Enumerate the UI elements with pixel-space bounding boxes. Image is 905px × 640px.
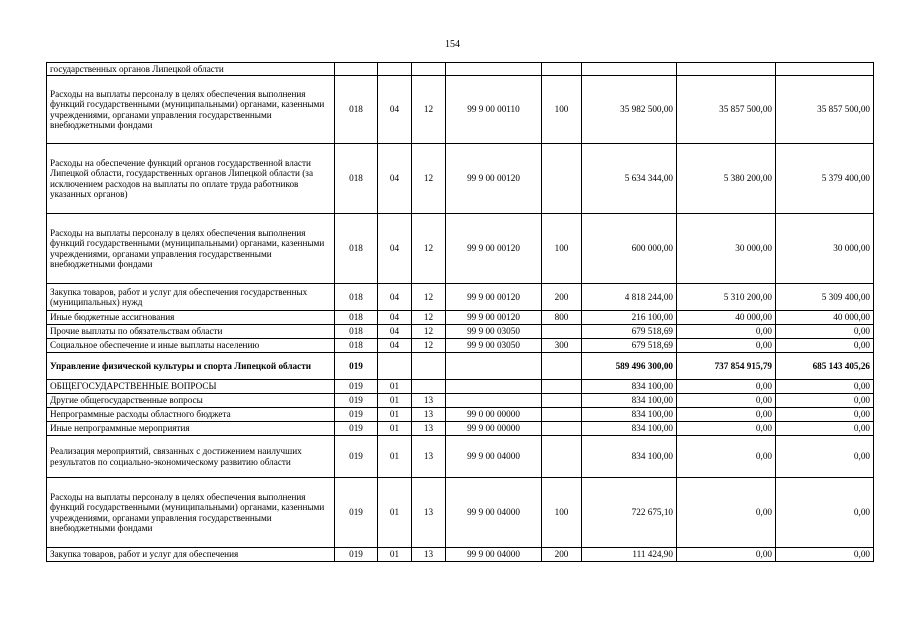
amount-year1-cell: 589 496 300,00	[582, 353, 677, 380]
target-article-cell: 99 9 00 00110	[446, 76, 542, 144]
expense-type-cell: 100	[542, 478, 582, 548]
row-name-cell: Прочие выплаты по обязательствам области	[47, 325, 335, 339]
admin-code-cell: 019	[335, 408, 378, 422]
row-name-cell: Непрограммные расходы областного бюджета	[47, 408, 335, 422]
amount-year3-cell: 0,00	[776, 380, 874, 394]
expense-type-cell	[542, 144, 582, 214]
expense-type-cell	[542, 380, 582, 394]
amount-year1-cell: 834 100,00	[582, 408, 677, 422]
amount-year1-cell: 679 518,69	[582, 325, 677, 339]
table-row	[47, 284, 874, 311]
admin-code-cell: 019	[335, 436, 378, 478]
amount-year2-cell: 0,00	[677, 394, 776, 408]
amount-year1-cell	[582, 63, 677, 76]
table-row	[47, 380, 874, 394]
target-article-cell: 99 9 00 00120	[446, 284, 542, 311]
admin-code-cell: 018	[335, 144, 378, 214]
row-name-cell: Расходы на выплаты персоналу в целях обеспечения выполнения функций государственными (муниципальными) органами, казенными учреждениями, органами управления государственными внебюджетными фондами	[47, 214, 335, 284]
target-article-cell: 99 0 00 00000	[446, 408, 542, 422]
budget-table	[46, 62, 874, 562]
target-article-cell: 99 9 00 04000	[446, 548, 542, 562]
amount-year2-cell: 0,00	[677, 380, 776, 394]
page-number: 154	[445, 39, 460, 50]
section-code-cell: 04	[378, 76, 412, 144]
target-article-cell	[446, 63, 542, 76]
amount-year2-cell: 5 310 200,00	[677, 284, 776, 311]
table-row	[47, 548, 874, 562]
row-name-cell: ОБЩЕГОСУДАРСТВЕННЫЕ ВОПРОСЫ	[47, 380, 335, 394]
section-code-cell: 01	[378, 422, 412, 436]
target-article-cell: 99 9 00 00120	[446, 214, 542, 284]
amount-year3-cell: 5 379 400,00	[776, 144, 874, 214]
row-name-cell: Реализация мероприятий, связанных с достижением наилучших результатов по социально-экономическому развитию области	[47, 436, 335, 478]
expense-type-cell	[542, 408, 582, 422]
section-code-cell: 01	[378, 380, 412, 394]
section-code-cell: 01	[378, 436, 412, 478]
amount-year2-cell: 0,00	[677, 436, 776, 478]
table-row	[47, 63, 874, 76]
row-name-cell: Расходы на выплаты персоналу в целях обеспечения выполнения функций государственными (муниципальными) органами, казенными учреждениями, органами управления государственными внебюджетными фондами	[47, 76, 335, 144]
amount-year3-cell: 30 000,00	[776, 214, 874, 284]
amount-year3-cell: 0,00	[776, 325, 874, 339]
table-row	[47, 325, 874, 339]
expense-type-cell: 100	[542, 214, 582, 284]
expense-type-cell	[542, 353, 582, 380]
expense-type-cell	[542, 436, 582, 478]
row-name-cell: Закупка товаров, работ и услуг для обеспечения	[47, 548, 335, 562]
table-row	[47, 478, 874, 548]
amount-year1-cell: 834 100,00	[582, 380, 677, 394]
subsection-code-cell	[412, 380, 446, 394]
amount-year1-cell: 5 634 344,00	[582, 144, 677, 214]
amount-year3-cell: 0,00	[776, 422, 874, 436]
subsection-code-cell: 12	[412, 311, 446, 325]
target-article-cell	[446, 394, 542, 408]
admin-code-cell: 019	[335, 394, 378, 408]
admin-code-cell: 019	[335, 548, 378, 562]
amount-year3-cell: 0,00	[776, 339, 874, 353]
subsection-code-cell: 13	[412, 436, 446, 478]
table-row	[47, 408, 874, 422]
admin-code-cell	[335, 63, 378, 76]
admin-code-cell: 018	[335, 339, 378, 353]
target-article-cell: 99 9 00 03050	[446, 339, 542, 353]
amount-year2-cell: 0,00	[677, 325, 776, 339]
target-article-cell: 99 9 00 04000	[446, 478, 542, 548]
subsection-code-cell: 13	[412, 394, 446, 408]
amount-year1-cell: 834 100,00	[582, 394, 677, 408]
target-article-cell: 99 9 00 00120	[446, 311, 542, 325]
amount-year2-cell: 30 000,00	[677, 214, 776, 284]
expense-type-cell: 200	[542, 284, 582, 311]
section-code-cell: 04	[378, 144, 412, 214]
amount-year2-cell: 0,00	[677, 408, 776, 422]
admin-code-cell: 019	[335, 478, 378, 548]
subsection-code-cell: 12	[412, 214, 446, 284]
amount-year2-cell: 737 854 915,79	[677, 353, 776, 380]
amount-year1-cell: 216 100,00	[582, 311, 677, 325]
amount-year2-cell: 0,00	[677, 422, 776, 436]
expense-type-cell	[542, 325, 582, 339]
subsection-code-cell: 12	[412, 284, 446, 311]
row-name-cell: государственных органов Липецкой области	[47, 63, 335, 76]
row-name-cell: Иные бюджетные ассигнования	[47, 311, 335, 325]
amount-year1-cell: 834 100,00	[582, 436, 677, 478]
amount-year2-cell	[677, 63, 776, 76]
amount-year1-cell: 834 100,00	[582, 422, 677, 436]
amount-year2-cell: 35 857 500,00	[677, 76, 776, 144]
expense-type-cell: 800	[542, 311, 582, 325]
amount-year1-cell: 4 818 244,00	[582, 284, 677, 311]
target-article-cell: 99 9 00 03050	[446, 325, 542, 339]
expense-type-cell: 100	[542, 76, 582, 144]
table-body	[47, 63, 874, 562]
section-code-cell: 01	[378, 478, 412, 548]
target-article-cell: 99 9 00 04000	[446, 436, 542, 478]
amount-year1-cell: 679 518,69	[582, 339, 677, 353]
table-row	[47, 394, 874, 408]
amount-year3-cell: 40 000,00	[776, 311, 874, 325]
amount-year2-cell: 0,00	[677, 548, 776, 562]
admin-code-cell: 018	[335, 76, 378, 144]
amount-year2-cell: 0,00	[677, 478, 776, 548]
admin-code-cell: 018	[335, 311, 378, 325]
table-row	[47, 353, 874, 380]
section-code-cell: 04	[378, 325, 412, 339]
expense-type-cell: 200	[542, 548, 582, 562]
admin-code-cell: 018	[335, 325, 378, 339]
expense-type-cell	[542, 422, 582, 436]
admin-code-cell: 019	[335, 353, 378, 380]
amount-year1-cell: 35 982 500,00	[582, 76, 677, 144]
row-name-cell: Иные непрограммные мероприятия	[47, 422, 335, 436]
table-row	[47, 144, 874, 214]
row-name-cell: Другие общегосударственные вопросы	[47, 394, 335, 408]
subsection-code-cell: 13	[412, 478, 446, 548]
row-name-cell: Расходы на обеспечение функций органов государственной власти Липецкой области, государственных органов Липецкой области (за исключением расходов на выплаты по оплате труда работников указанных органов)	[47, 144, 335, 214]
amount-year3-cell: 0,00	[776, 478, 874, 548]
admin-code-cell: 019	[335, 380, 378, 394]
subsection-code-cell: 12	[412, 325, 446, 339]
amount-year2-cell: 0,00	[677, 339, 776, 353]
table-row	[47, 339, 874, 353]
section-code-cell	[378, 63, 412, 76]
expense-type-cell	[542, 63, 582, 76]
section-code-cell: 01	[378, 408, 412, 422]
admin-code-cell: 018	[335, 214, 378, 284]
section-code-cell: 01	[378, 394, 412, 408]
admin-code-cell: 019	[335, 422, 378, 436]
table-row	[47, 76, 874, 144]
subsection-code-cell: 13	[412, 408, 446, 422]
table-row	[47, 311, 874, 325]
amount-year3-cell: 0,00	[776, 394, 874, 408]
subsection-code-cell: 12	[412, 76, 446, 144]
amount-year3-cell: 0,00	[776, 436, 874, 478]
amount-year3-cell: 35 857 500,00	[776, 76, 874, 144]
table-row	[47, 436, 874, 478]
target-article-cell: 99 9 00 00120	[446, 144, 542, 214]
section-code-cell: 04	[378, 214, 412, 284]
row-name-cell: Управление физической культуры и спорта Липецкой области	[47, 353, 335, 380]
admin-code-cell: 018	[335, 284, 378, 311]
target-article-cell	[446, 353, 542, 380]
section-code-cell	[378, 353, 412, 380]
section-code-cell: 04	[378, 339, 412, 353]
amount-year3-cell: 685 143 405,26	[776, 353, 874, 380]
amount-year2-cell: 5 380 200,00	[677, 144, 776, 214]
target-article-cell	[446, 380, 542, 394]
amount-year3-cell: 0,00	[776, 408, 874, 422]
target-article-cell: 99 9 00 00000	[446, 422, 542, 436]
subsection-code-cell: 12	[412, 339, 446, 353]
subsection-code-cell: 12	[412, 144, 446, 214]
row-name-cell: Расходы на выплаты персоналу в целях обеспечения выполнения функций государственными (муниципальными) органами, казенными учреждениями, органами управления государственными внебюджетными фондами	[47, 478, 335, 548]
amount-year1-cell: 600 000,00	[582, 214, 677, 284]
section-code-cell: 01	[378, 548, 412, 562]
section-code-cell: 04	[378, 284, 412, 311]
section-code-cell: 04	[378, 311, 412, 325]
amount-year3-cell: 0,00	[776, 548, 874, 562]
row-name-cell: Закупка товаров, работ и услуг для обеспечения государственных (муниципальных) нужд	[47, 284, 335, 311]
table-row	[47, 422, 874, 436]
subsection-code-cell: 13	[412, 548, 446, 562]
subsection-code-cell	[412, 63, 446, 76]
table-row	[47, 214, 874, 284]
expense-type-cell: 300	[542, 339, 582, 353]
expense-type-cell	[542, 394, 582, 408]
amount-year3-cell: 5 309 400,00	[776, 284, 874, 311]
amount-year1-cell: 111 424,90	[582, 548, 677, 562]
amount-year1-cell: 722 675,10	[582, 478, 677, 548]
subsection-code-cell	[412, 353, 446, 380]
amount-year2-cell: 40 000,00	[677, 311, 776, 325]
subsection-code-cell: 13	[412, 422, 446, 436]
row-name-cell: Социальное обеспечение и иные выплаты населению	[47, 339, 335, 353]
amount-year3-cell	[776, 63, 874, 76]
